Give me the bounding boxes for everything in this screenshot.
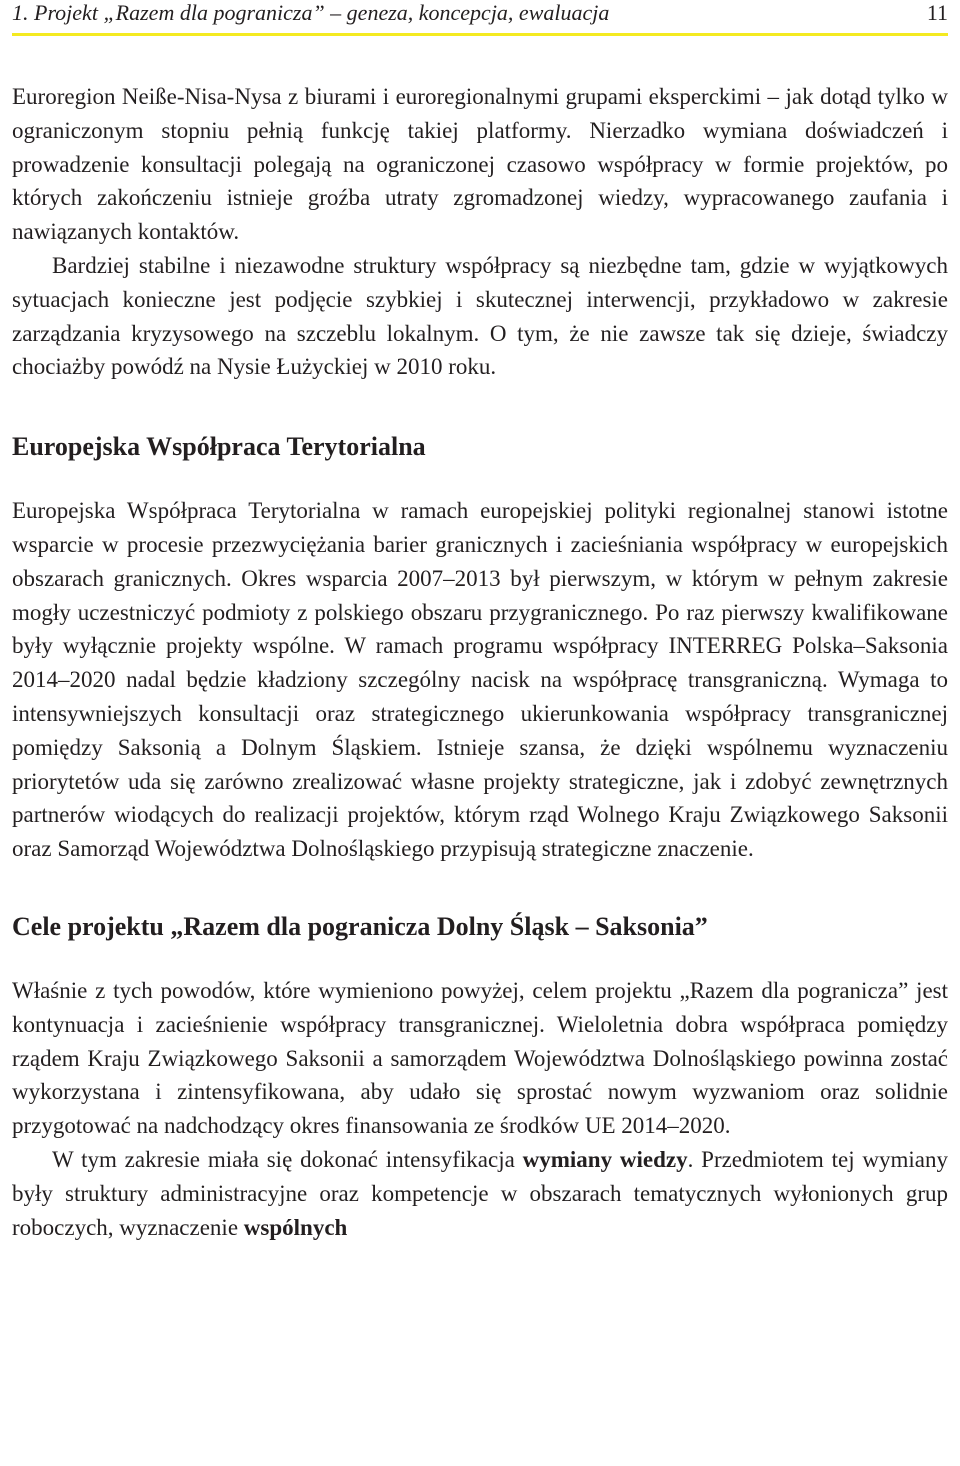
header-rule xyxy=(12,33,948,36)
intro-block xyxy=(12,80,948,384)
emphasis-wspolnych: wspólnych xyxy=(243,1214,348,1240)
page-number: 11 xyxy=(926,0,948,25)
running-title: 1. Projekt „Razem dla pogranicza” – geneza, koncepcja, ewaluacja xyxy=(12,0,610,25)
paragraph-2: Bardziej stabilne i niezawodne struktury współpracy są niezbędne tam, gdzie w wyjątkowych sytuacjach konieczne jest podjęcie szybkiej i skutecznej interwencji, przykładowo w zakresie zarządzania kryzysowego na szczeblu lokalnym. O tym, że nie zawsze tak się dzieje, świadczy chociażby powódź na Nysie Łużyckiej w 2010 roku. xyxy=(12,252,948,380)
running-header xyxy=(12,0,948,34)
section-europ-body: Europejska Współpraca Terytorialna w ramach europejskiej polityki regionalnej stanowi istotne wsparcie w procesie przezwyciężania barier granicznych i zacieśniania współpracy w europejskich obszarach granicznych. Okres wsparcia 2007–2013 był pierwszym, w którym w pełnym zakresie mogły uczestniczyć podmioty z polskiego obszaru przygranicznego. Po raz pierwszy kwalifikowane były wyłącznie projekty wspólne. W ramach programu współpracy INTERREG Polska–Saksonia 2014–2020 nadal będzie kładziony szczególny nacisk na współpracę transgraniczną. Wymaga to intensywniejszych konsultacji oraz strategicznego ukierunkowania współpracy transgranicznej pomiędzy Saksonią a Dolnym Śląskiem. Istnieje szansa, że dzięki wspólnemu wyznaczeniu priorytetów uda się zarówno zrealizować własne projekty strategiczne, jak i zdobyć zewnętrznych partnerów wiodących do realizacji projektów, którym rząd Wolnego Kraju Związkowego Saksonii oraz Samorząd Województwa Dolnośląskiego przypisują strategiczne znaczenie. xyxy=(12,498,948,862)
section-heading-europ: Europejska Współpraca Terytorialna xyxy=(12,432,426,462)
section-cele-body-2 xyxy=(12,1143,948,1244)
section-heading-cele: Cele projektu „Razem dla pogranicza Dolny Śląsk – Saksonia” xyxy=(12,911,708,941)
body2-text-mid: . Przedmiotem tej wymiany były struktury administracyjne oraz kompetencje w obszarach tematycznych wyłonionych grup roboczych, wyznaczenie xyxy=(12,1146,948,1240)
section-cele-body-1: Właśnie z tych powodów, które wymieniono powyżej, celem projektu „Razem dla pogranicza” jest kontynuacja i zacieśnienie współpracy transgranicznej. Wieloletnia dobra współpraca pomiędzy rządem Kraju Związkowego Saksonii a samorządem Województwa Dolnośląskiego powinna zostać wykorzystana i zintensyfikowana, aby udało się sprostać nowym wyzwaniom oraz solidnie przygotować na nadchodzący okres finansowania ze środków UE 2014–2020. xyxy=(12,977,948,1139)
body2-text-start: W tym zakresie miała się dokonać intensyfikacja xyxy=(52,1146,523,1172)
emphasis-wymiany-wiedzy: wymiany wiedzy xyxy=(522,1146,688,1172)
paragraph-1: Euroregion Neiße-Nisa-Nysa z biurami i euroregionalnymi grupami eksperckimi – jak dotąd tylko w ograniczonym stopniu pełnią funkcję takiej platformy. Nierzadko wymiana doświadczeń i prowadzenie konsultacji polegają na ograniczonej czasowo współpracy w formie projektów, po których zakończeniu istnieje groźba utraty zgromadzonej wiedzy, wypracowanego zaufania i nawiązanych kontaktów. xyxy=(12,84,948,245)
document-page xyxy=(12,0,948,1244)
